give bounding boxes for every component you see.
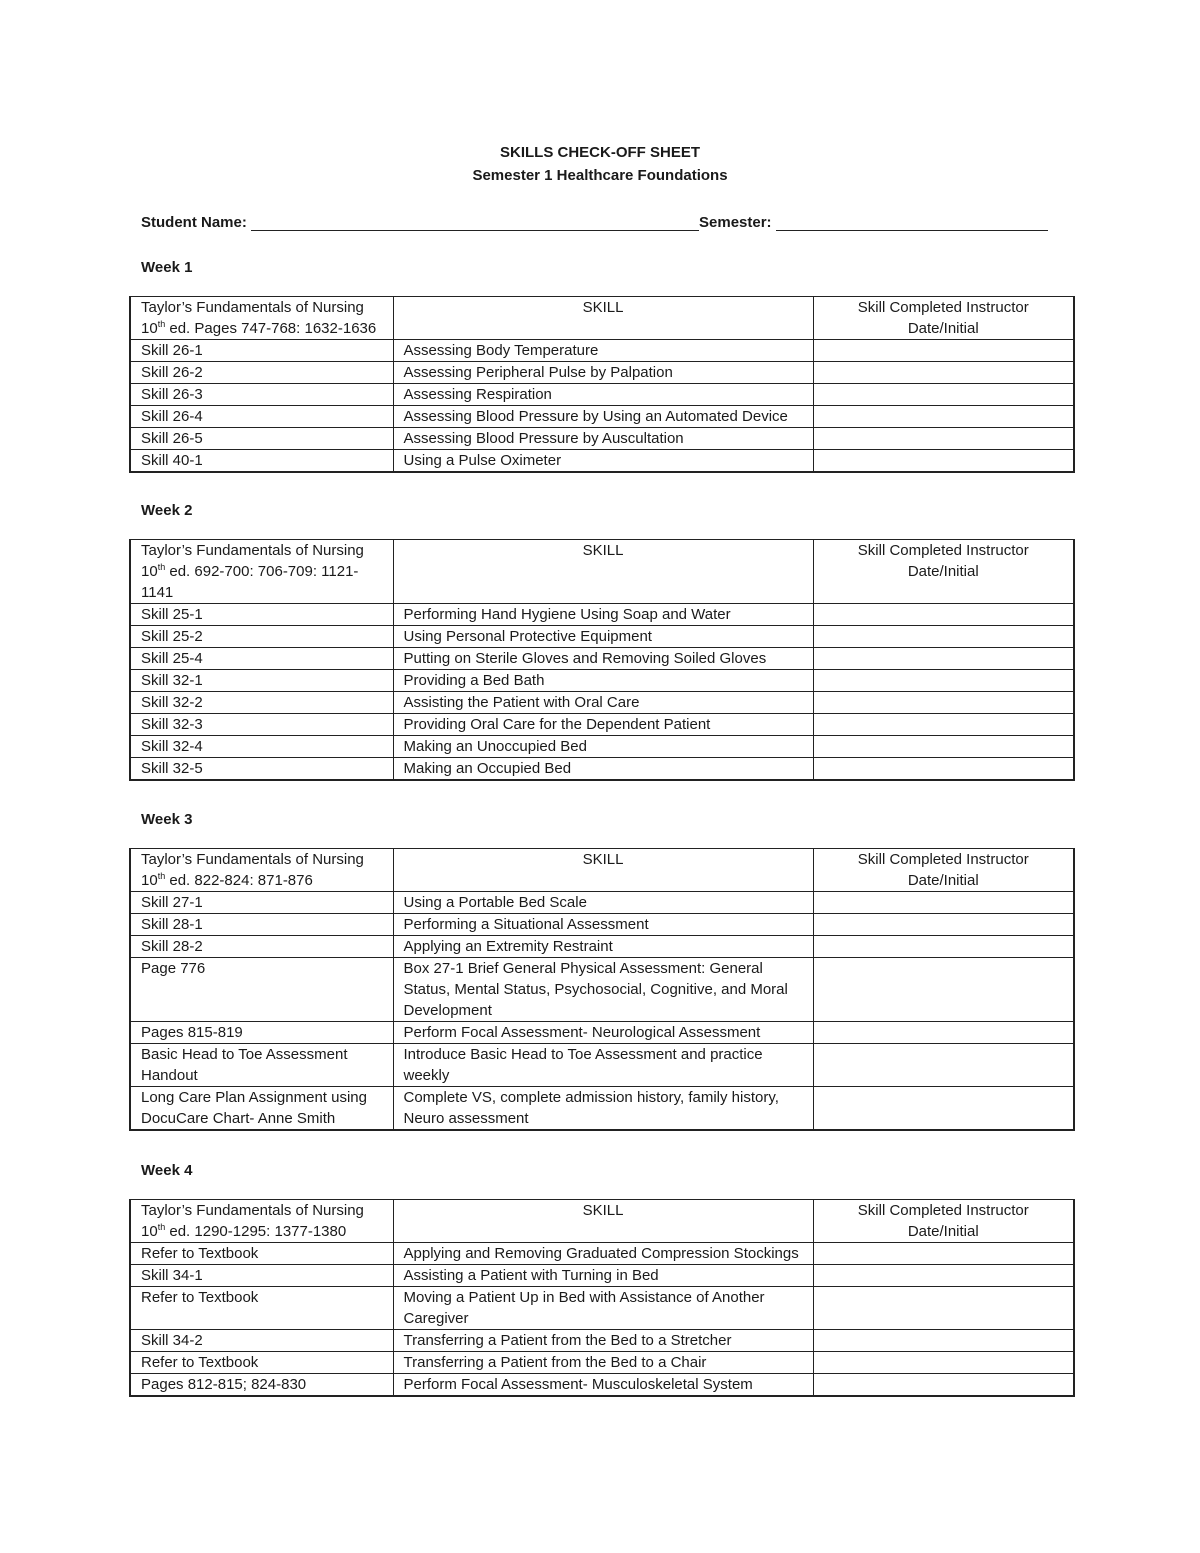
completion-signoff-cell[interactable]: [813, 384, 1074, 406]
completion-signoff-cell[interactable]: [813, 406, 1074, 428]
textbook-name: Taylor’s Fundamentals of Nursing: [141, 1202, 364, 1219]
textbook-name: Taylor’s Fundamentals of Nursing: [141, 851, 364, 868]
completion-header-line1: Skill Completed Instructor: [857, 299, 1029, 316]
completion-header-line2: Date/Initial: [907, 1223, 979, 1240]
skill-reference-cell: Skill 32-5: [130, 758, 393, 781]
completion-signoff-cell[interactable]: [813, 958, 1074, 1022]
skill-name-cell: Assisting the Patient with Oral Care: [393, 692, 813, 714]
table-row: [130, 736, 1074, 758]
skill-reference-cell: Skill 28-1: [130, 914, 393, 936]
completion-signoff-cell[interactable]: [813, 670, 1074, 692]
completion-signoff-cell[interactable]: [813, 1044, 1074, 1087]
semester-label: Semester:: [699, 214, 772, 231]
completion-signoff-cell[interactable]: [813, 936, 1074, 958]
table-row: [130, 1022, 1074, 1044]
skill-reference-cell: Skill 27-1: [130, 892, 393, 914]
completion-signoff-cell[interactable]: [813, 914, 1074, 936]
skills-table: [129, 296, 1075, 473]
skill-column-header: SKILL: [393, 849, 813, 892]
skill-reference-cell: Skill 34-1: [130, 1265, 393, 1287]
skill-reference-cell: Basic Head to Toe Assessment Handout: [130, 1044, 393, 1087]
skill-name-cell: Transferring a Patient from the Bed to a Stretcher: [393, 1330, 813, 1352]
skill-name-cell: Transferring a Patient from the Bed to a Chair: [393, 1352, 813, 1374]
edition-number: 10: [141, 320, 158, 337]
student-name-label: Student Name:: [141, 214, 247, 231]
skill-reference-cell: Skill 32-4: [130, 736, 393, 758]
completion-signoff-cell[interactable]: [813, 1087, 1074, 1131]
completion-header-line1: Skill Completed Instructor: [857, 1202, 1029, 1219]
table-row: [130, 384, 1074, 406]
completion-column-header: [813, 1200, 1074, 1243]
completion-signoff-cell[interactable]: [813, 1352, 1074, 1374]
table-row: [130, 1087, 1074, 1131]
textbook-reference-header: [130, 540, 393, 604]
skills-table: [129, 848, 1075, 1131]
week-label: Week 4: [141, 1162, 193, 1179]
textbook-reference-header: [130, 297, 393, 340]
completion-signoff-cell[interactable]: [813, 450, 1074, 473]
textbook-name: Taylor’s Fundamentals of Nursing: [141, 542, 364, 559]
completion-column-header: [813, 297, 1074, 340]
edition-number: 10: [141, 1223, 158, 1240]
semester-field[interactable]: [776, 215, 1048, 231]
textbook-name: Taylor’s Fundamentals of Nursing: [141, 299, 364, 316]
completion-signoff-cell[interactable]: [813, 736, 1074, 758]
table-header-row: [130, 297, 1074, 340]
table-row: [130, 1352, 1074, 1374]
table-row: [130, 406, 1074, 428]
skill-name-cell: Complete VS, complete admission history, family history, Neuro assessment: [393, 1087, 813, 1131]
skill-reference-cell: Skill 25-2: [130, 626, 393, 648]
skill-name-cell: Applying an Extremity Restraint: [393, 936, 813, 958]
skill-reference-cell: Skill 40-1: [130, 450, 393, 473]
skill-reference-cell: Refer to Textbook: [130, 1243, 393, 1265]
completion-signoff-cell[interactable]: [813, 428, 1074, 450]
skill-column-header: SKILL: [393, 297, 813, 340]
completion-signoff-cell[interactable]: [813, 1330, 1074, 1352]
completion-header-line2: Date/Initial: [907, 320, 979, 337]
textbook-reference-header: [130, 1200, 393, 1243]
skill-name-cell: Performing Hand Hygiene Using Soap and Water: [393, 604, 813, 626]
completion-column-header: [813, 540, 1074, 604]
skill-name-cell: Providing a Bed Bath: [393, 670, 813, 692]
skill-name-cell: Moving a Patient Up in Bed with Assistance of Another Caregiver: [393, 1287, 813, 1330]
textbook-pages: 1290-1295: 1377-1380: [194, 1223, 347, 1240]
skill-reference-cell: Skill 32-3: [130, 714, 393, 736]
completion-signoff-cell[interactable]: [813, 648, 1074, 670]
skill-name-cell: Applying and Removing Graduated Compression Stockings: [393, 1243, 813, 1265]
table-row: [130, 670, 1074, 692]
table-row: [130, 340, 1074, 362]
table-row: [130, 892, 1074, 914]
skill-name-cell: Performing a Situational Assessment: [393, 914, 813, 936]
completion-signoff-cell[interactable]: [813, 1243, 1074, 1265]
edition-suffix: th: [157, 319, 166, 329]
skill-name-cell: Using Personal Protective Equipment: [393, 626, 813, 648]
skill-reference-cell: Pages 812-815; 824-830: [130, 1374, 393, 1397]
completion-header-line1: Skill Completed Instructor: [857, 542, 1029, 559]
skill-name-cell: Perform Focal Assessment- Neurological Assessment: [393, 1022, 813, 1044]
table-header-row: [130, 1200, 1074, 1243]
table-row: [130, 362, 1074, 384]
edition-word: ed.: [169, 320, 191, 337]
page-title: SKILLS CHECK-OFF SHEET: [499, 144, 700, 161]
completion-signoff-cell[interactable]: [813, 362, 1074, 384]
skill-name-cell: Assessing Respiration: [393, 384, 813, 406]
skill-reference-cell: Skill 25-4: [130, 648, 393, 670]
table-row: [130, 958, 1074, 1022]
skill-reference-cell: Skill 34-2: [130, 1330, 393, 1352]
completion-signoff-cell[interactable]: [813, 714, 1074, 736]
skill-reference-cell: Long Care Plan Assignment using DocuCare Chart- Anne Smith: [130, 1087, 393, 1131]
table-row: [130, 1374, 1074, 1397]
textbook-pages: 822-824: 871-876: [194, 872, 313, 889]
skill-name-cell: Assisting a Patient with Turning in Bed: [393, 1265, 813, 1287]
skill-reference-cell: Skill 28-2: [130, 936, 393, 958]
table-row: [130, 1044, 1074, 1087]
skill-name-cell: Box 27-1 Brief General Physical Assessment: General Status, Mental Status, Psychosocial, Cognitive, and Moral Development: [393, 958, 813, 1022]
edition-word: ed.: [169, 1223, 191, 1240]
completion-signoff-cell[interactable]: [813, 1022, 1074, 1044]
skill-reference-cell: Skill 26-3: [130, 384, 393, 406]
skill-reference-cell: Skill 32-1: [130, 670, 393, 692]
edition-suffix: th: [157, 562, 166, 572]
student-info-line: [141, 214, 1048, 231]
table-row: [130, 1265, 1074, 1287]
skill-column-header: SKILL: [393, 540, 813, 604]
table-row: [130, 714, 1074, 736]
textbook-pages: 692-700: 706-709: 1121-1141: [141, 563, 359, 601]
skill-column-header: SKILL: [393, 1200, 813, 1243]
table-row: [130, 1243, 1074, 1265]
skill-reference-cell: Refer to Textbook: [130, 1352, 393, 1374]
textbook-pages: Pages 747-768: 1632-1636: [194, 320, 377, 337]
week-label: Week 2: [141, 502, 193, 519]
skill-reference-cell: Skill 25-1: [130, 604, 393, 626]
week-label: Week 3: [141, 811, 193, 828]
skill-name-cell: Assessing Body Temperature: [393, 340, 813, 362]
table-row: [130, 450, 1074, 473]
completion-signoff-cell[interactable]: [813, 340, 1074, 362]
skill-reference-cell: Refer to Textbook: [130, 1287, 393, 1330]
completion-signoff-cell[interactable]: [813, 626, 1074, 648]
skill-name-cell: Making an Occupied Bed: [393, 758, 813, 781]
textbook-reference-header: [130, 849, 393, 892]
completion-signoff-cell[interactable]: [813, 1374, 1074, 1397]
skill-name-cell: Providing Oral Care for the Dependent Patient: [393, 714, 813, 736]
skills-table: [129, 539, 1075, 781]
skill-name-cell: Assessing Blood Pressure by Auscultation: [393, 428, 813, 450]
skill-name-cell: Using a Pulse Oximeter: [393, 450, 813, 473]
table-row: [130, 626, 1074, 648]
table-header-row: [130, 849, 1074, 892]
completion-signoff-cell[interactable]: [813, 892, 1074, 914]
table-row: [130, 914, 1074, 936]
table-row: [130, 604, 1074, 626]
completion-header-line2: Date/Initial: [907, 563, 979, 580]
page-subtitle: Semester 1 Healthcare Foundations: [472, 167, 728, 184]
table-row: [130, 1287, 1074, 1330]
table-row: [130, 648, 1074, 670]
edition-number: 10: [141, 872, 158, 889]
completion-header-line1: Skill Completed Instructor: [857, 851, 1029, 868]
skill-name-cell: Introduce Basic Head to Toe Assessment and practice weekly: [393, 1044, 813, 1087]
skill-reference-cell: Skill 26-4: [130, 406, 393, 428]
edition-number: 10: [141, 563, 158, 580]
table-row: [130, 428, 1074, 450]
edition-word: ed.: [169, 563, 191, 580]
skill-name-cell: Using a Portable Bed Scale: [393, 892, 813, 914]
skill-reference-cell: Skill 26-1: [130, 340, 393, 362]
skills-table: [129, 1199, 1075, 1397]
completion-signoff-cell[interactable]: [813, 1287, 1074, 1330]
edition-suffix: th: [157, 871, 166, 881]
skill-name-cell: Assessing Blood Pressure by Using an Automated Device: [393, 406, 813, 428]
skill-reference-cell: Skill 26-2: [130, 362, 393, 384]
completion-signoff-cell[interactable]: [813, 692, 1074, 714]
student-name-field[interactable]: [251, 215, 699, 231]
skill-name-cell: Assessing Peripheral Pulse by Palpation: [393, 362, 813, 384]
table-header-row: [130, 540, 1074, 604]
skill-name-cell: Perform Focal Assessment- Musculoskeletal System: [393, 1374, 813, 1397]
edition-word: ed.: [169, 872, 191, 889]
table-row: [130, 758, 1074, 781]
completion-signoff-cell[interactable]: [813, 604, 1074, 626]
skill-name-cell: Making an Unoccupied Bed: [393, 736, 813, 758]
skill-reference-cell: Skill 32-2: [130, 692, 393, 714]
completion-signoff-cell[interactable]: [813, 758, 1074, 781]
skill-reference-cell: Pages 815-819: [130, 1022, 393, 1044]
table-row: [130, 692, 1074, 714]
table-row: [130, 936, 1074, 958]
skill-reference-cell: Skill 26-5: [130, 428, 393, 450]
table-row: [130, 1330, 1074, 1352]
edition-suffix: th: [157, 1222, 166, 1232]
completion-column-header: [813, 849, 1074, 892]
completion-signoff-cell[interactable]: [813, 1265, 1074, 1287]
completion-header-line2: Date/Initial: [907, 872, 979, 889]
week-label: Week 1: [141, 259, 193, 276]
skill-reference-cell: Page 776: [130, 958, 393, 1022]
skill-name-cell: Putting on Sterile Gloves and Removing Soiled Gloves: [393, 648, 813, 670]
